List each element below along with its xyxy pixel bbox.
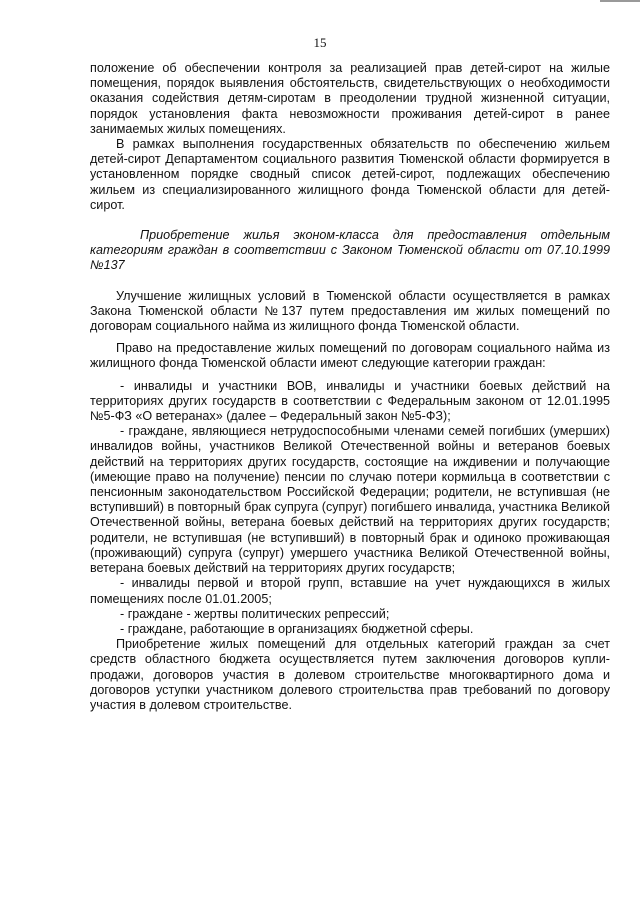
list-item-public-sector: - граждане, работающие в организациях бюджетной сферы. [120, 621, 474, 636]
list-item-repression-victims: - граждане - жертвы политических репрессий; [120, 606, 390, 621]
list-item-veterans: - инвалиды и участники ВОВ, инвалиды и участники боевых действий на территориях других государств в соответствии с Федеральным законом от 12.01.1995 №5-ФЗ «О ветеранах» (далее – Федеральный закон №5-ФЗ); [90, 378, 610, 424]
document-body [90, 61, 610, 713]
paragraph-continuation: положение об обеспечении контроля за реализацией прав детей-сирот на жилые помещения, порядок выявления обстоятельств, свидетельствующих о необходимости оказания содействия детям-сиротам в преодолении трудной жизненной ситуации, порядок установления факта невозможности проживания детей-сирот в ранее занимаемых жилых помещениях. [90, 61, 610, 136]
list-item-disabled: - инвалиды первой и второй групп, вставшие на учет нуждающихся в жилых помещениях после 01.01.2005; [90, 576, 610, 606]
paragraph-orphans-list: В рамках выполнения государственных обязательств по обеспечению жильем детей-сирот Департаментом социального развития Тюменской области формируется в установленном порядке сводный список детей-сирот, подлежащих обеспечению жильем из специализированного жилищного фонда Тюменской области для детей-сирот. [90, 137, 610, 212]
paragraph-acquisition: Приобретение жилых помещений для отдельных категорий граждан за счет средств областного бюджета осуществляется путем заключения договоров купли-продажи, договоров участия в долевом строительстве многоквартирного дома и договоров уступки участником долевого строительства прав требований по договору участия в долевом строительстве. [90, 637, 610, 712]
top-rule [600, 0, 640, 2]
section-heading: Приобретение жилья эконом-класса для предоставления отдельным категориям граждан в соответствии с Законом Тюменской области от 07.10.1999 №137 [90, 228, 610, 273]
paragraph-eligibility-intro: Право на предоставление жилых помещений по договорам социального найма из жилищного фонда Тюменской области имеют следующие категории граждан: [90, 341, 610, 371]
list-item-family-members: - граждане, являющиеся нетрудоспособными членами семей погибших (умерших) инвалидов войны, участников Великой Отечественной войны и ветеранов боевых действий на территориях других государств, состоящие на иждивении и получающие (имеющие право на получение) пенсии по случаю потери кормильца в соответствии с пенсионным законодательством Российской Федерации; родители, не вступившая (не вступивший) в повторный брак супруга (супруг) погибшего инвалида, участника Великой Отечественной войны, ветерана боевых действий на территориях других государств; родители, не вступившая (не вступивший) в повторный брак и одиноко проживающая (проживающий) супруга (супруг) умершего участника Великой Отечественной войны, ветерана боевых действий на территориях других государств; [90, 424, 610, 576]
page-number: 15 [313, 35, 327, 50]
paragraph-housing-improvement: Улучшение жилищных условий в Тюменской области осуществляется в рамках Закона Тюменской области №137 путем предоставления им жилых помещений по договорам социального найма из жилищного фонда Тюменской области. [90, 288, 610, 334]
